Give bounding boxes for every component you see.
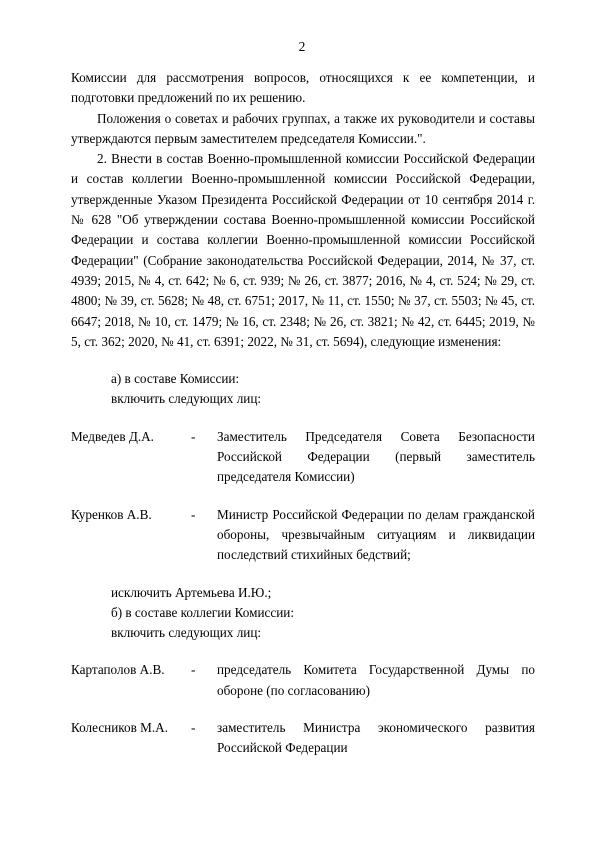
section-a-subheading: включить следующих лиц: bbox=[111, 391, 262, 407]
person-name: Картаполов А.В. bbox=[71, 662, 165, 678]
person-position: председатель Комитета Государственной Думы по обороне (по согласованию) bbox=[217, 662, 535, 698]
paragraph-continuation: Комиссии для рассмотрения вопросов, относящихся к ее компетенции, и подготовки предложений по их решению. bbox=[71, 70, 535, 106]
person-position: Министр Российской Федерации по делам гражданской обороны, чрезвычайным ситуациям и ликвидации последствий стихийных бедствий; bbox=[217, 506, 535, 563]
exclude-line: исключить Артемьева И.Ю.; bbox=[111, 584, 272, 600]
list-item bbox=[71, 718, 535, 759]
dash-separator: - bbox=[191, 720, 196, 736]
section-b-subheading: включить следующих лиц: bbox=[111, 625, 262, 641]
person-name: Медведев Д.А. bbox=[71, 428, 154, 444]
person-position: Заместитель Председателя Совета Безопасности Российской Федерации (первый заместитель председателя Комиссии) bbox=[217, 428, 535, 485]
section-a-heading: а) в составе Комиссии: bbox=[111, 371, 240, 387]
list-item bbox=[71, 660, 535, 701]
section-b-heading: б) в составе коллегии Комиссии: bbox=[111, 604, 294, 620]
dash-separator: - bbox=[191, 506, 196, 522]
document-body bbox=[71, 68, 535, 759]
person-name: Куренков А.В. bbox=[71, 506, 152, 522]
dash-separator: - bbox=[191, 662, 196, 678]
page-number: 2 bbox=[298, 39, 306, 54]
paragraph-councils: Положения о советах и рабочих группах, а также их руководители и составы утверждаются первым заместителем председателя Комиссии.". bbox=[71, 110, 535, 146]
list-item bbox=[71, 427, 535, 488]
person-name: Колесников М.А. bbox=[71, 720, 168, 736]
paragraph-amendments: 2. Внести в состав Военно-промышленной комиссии Российской Федерации и состав коллегии Военно-промышленной комиссии Российской Федерации, утвержденные Указом Президента Российской Федерации от 10 сентября 2014 г. № 628 "Об утверждении состава Военно-промышленной комиссии Российской Федерации и состава коллегии Военно-промышленной комиссии Российской Федерации" (Собрание законодательства Российской Федерации, 2014, № 37, ст. 4939; 2015, № 4, ст. 642; № 6, ст. 939; № 26, ст. 3877; 2016, № 4, ст. 524; № 29, ст. 4800; № 39, ст. 5628; № 48, ст. 6751; 2017, № 11, ст. 1550; № 37, ст. 5503; № 45, ст. 6647; 2018, № 10, ст. 1479; № 16, ст. 2348; № 26, ст. 3821; № 42, ст. 6445; 2019, № 5, ст. 362; 2020, № 41, ст. 6391; 2022, № 31, ст. 5694), следующие изменения: bbox=[71, 151, 535, 349]
dash-separator: - bbox=[191, 428, 196, 444]
person-position: заместитель Министра экономического развития Российской Федерации bbox=[217, 720, 535, 756]
list-item bbox=[71, 505, 535, 566]
